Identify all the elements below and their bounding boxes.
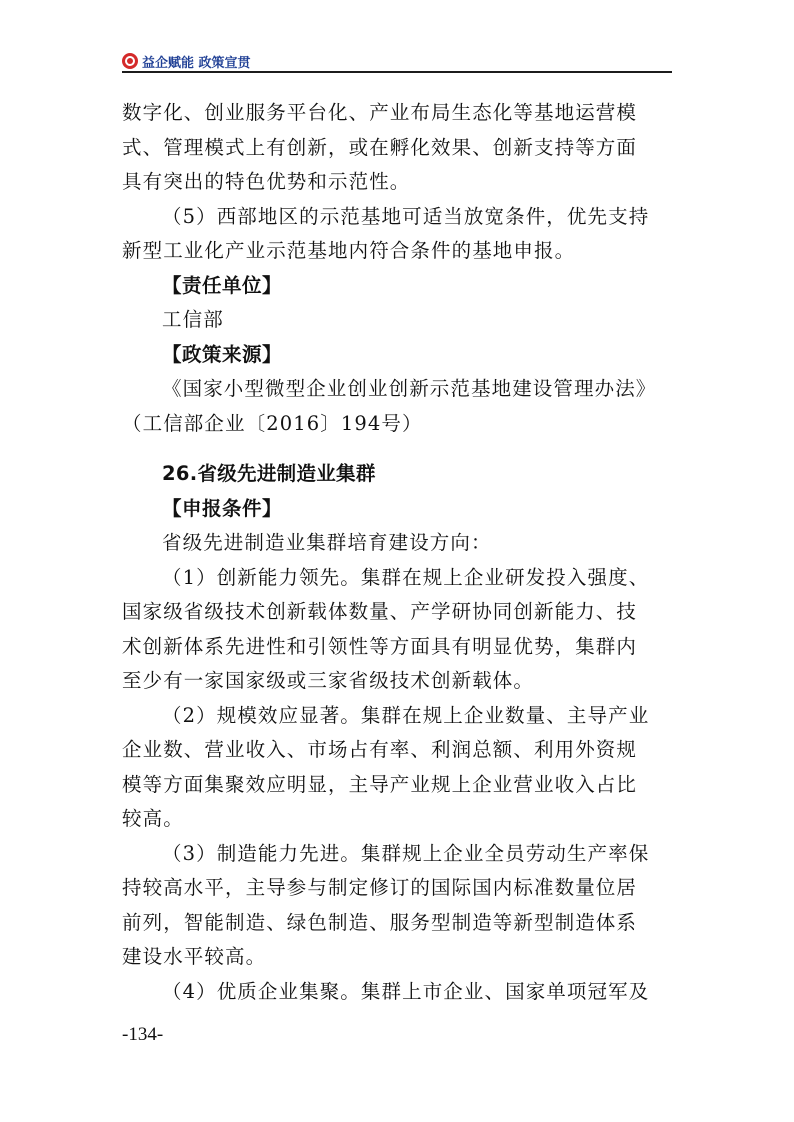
section-gap — [122, 441, 682, 457]
header-title — [142, 52, 251, 71]
body-line: 至少有一家国家级或三家省级技术创新载体。 — [122, 669, 535, 692]
body-line: （3）制造能力先进。集群规上企业全员劳动生产率保 — [162, 841, 650, 865]
section-heading-application-conditions: 【申报条件】 — [162, 496, 283, 520]
header-brand: 益企赋能 — [142, 55, 195, 71]
header-divider — [122, 71, 672, 73]
body-line: 数字化、创业服务平台化、产业布局生态化等基地运营模 — [122, 101, 638, 124]
body-line: （1）创新能力领先。集群在规上企业研发投入强度、 — [162, 565, 650, 589]
section-title: 26.省级先进制造业集群 — [162, 462, 376, 485]
document-header — [122, 50, 251, 72]
body-line: 具有突出的特色优势和示范性。 — [122, 170, 411, 193]
policy-source-number: （工信部企业〔2016〕194号） — [122, 411, 423, 435]
body-line: 模等方面集聚效应明显，主导产业规上企业营业收入占比 — [122, 772, 638, 796]
section-heading-policy-source: 【政策来源】 — [162, 342, 283, 366]
responsible-unit-value: 工信部 — [162, 308, 224, 331]
page-number: -134- — [122, 1024, 164, 1045]
body-line: 企业数、营业收入、市场占有率、利润总额、利用外资规 — [122, 738, 638, 761]
body-line: 术创新体系先进性和引领性等方面具有明显优势，集群内 — [122, 634, 638, 658]
body-line: （2）规模效应显著。集群在规上企业数量、主导产业 — [162, 703, 650, 727]
body-line: （5）西部地区的示范基地可适当放宽条件，优先支持 — [162, 204, 650, 228]
body-line: 较高。 — [122, 807, 184, 830]
body-line: 新型工业化产业示范基地内符合条件的基地申报。 — [122, 239, 576, 262]
header-tagline: 政策宣贯 — [198, 55, 251, 71]
body-line: 建设水平较高。 — [122, 945, 267, 968]
body-line: 国家级省级技术创新载体数量、产学研协同创新能力、技 — [122, 600, 638, 623]
section-heading-responsible-unit: 【责任单位】 — [162, 273, 283, 297]
document-body — [122, 96, 682, 1009]
body-line: 前列，智能制造、绿色制造、服务型制造等新型制造体系 — [122, 910, 638, 934]
body-line: （4）优质企业集聚。集群上市企业、国家单项冠军及 — [162, 979, 650, 1003]
body-line: 持较高水平，主导参与制定修订的国际国内标准数量位居 — [122, 876, 638, 899]
policy-source-title: 《国家小型微型企业创业创新示范基地建设管理办法》 — [162, 377, 657, 400]
body-line: 省级先进制造业集群培育建设方向： — [162, 531, 492, 554]
body-line: 式、管理模式上有创新，或在孵化效果、创新支持等方面 — [122, 135, 638, 159]
brand-logo-icon — [122, 53, 138, 69]
